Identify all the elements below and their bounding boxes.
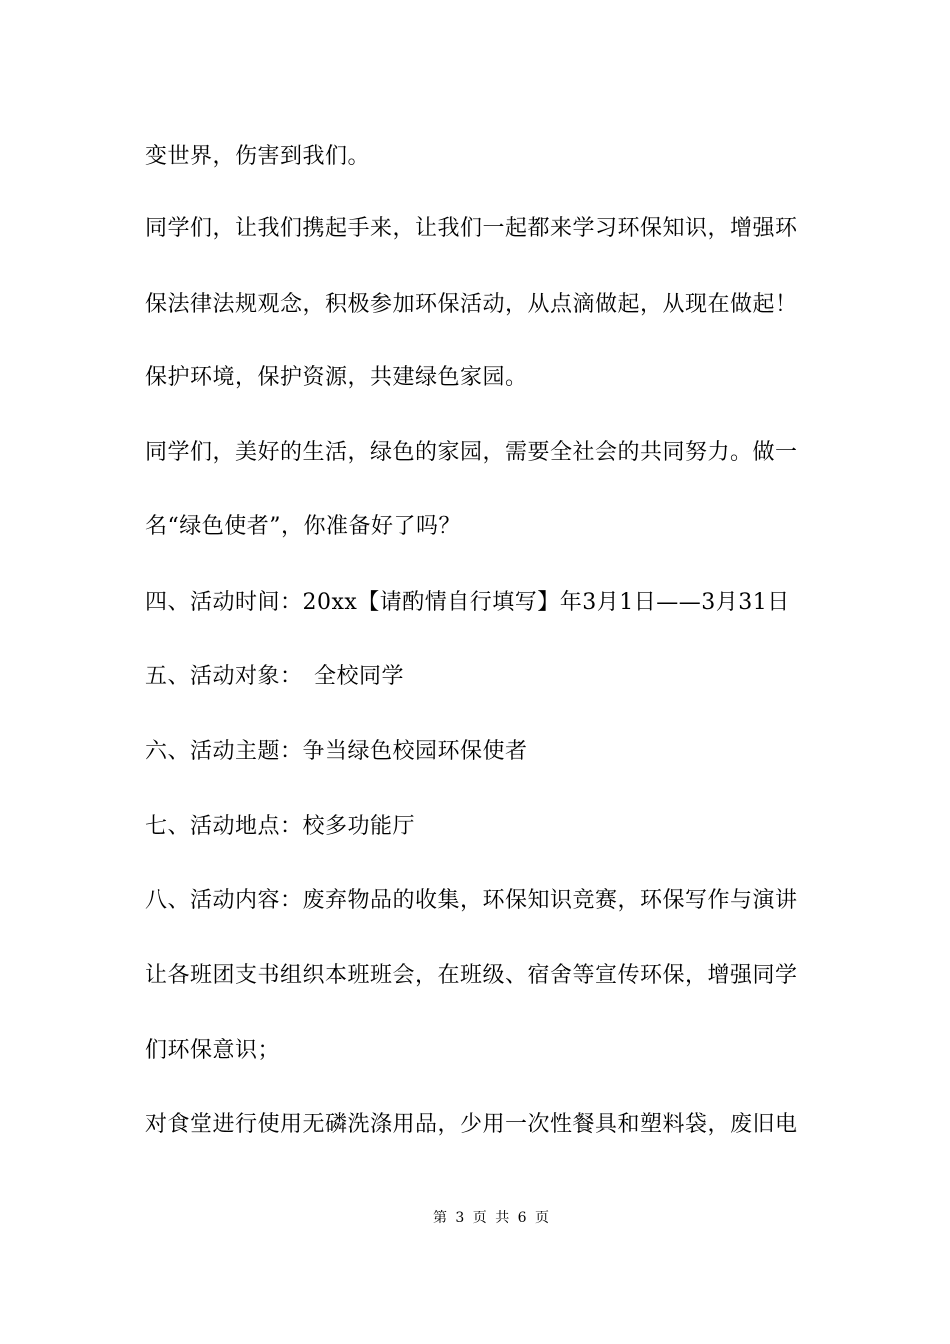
paragraph-line: 六、活动主题：争当绿色校园环保使者	[145, 739, 528, 764]
paragraph-line: 七、活动地点：校多功能厅	[145, 814, 416, 839]
paragraph-line: 变世界，伤害到我们。	[145, 144, 371, 169]
paragraph-line: 同学们，美好的生活，绿色的家园，需要全社会的共同努力。做一	[145, 440, 798, 465]
paragraph-line: 八、活动内容：废弃物品的收集，环保知识竞赛，环保写作与演讲	[145, 888, 798, 913]
paragraph-line: 对食堂进行使用无磷洗涤用品，少用一次性餐具和塑料袋，废旧电	[145, 1112, 798, 1137]
paragraph-line: 让各班团支书组织本班班会，在班级、宿舍等宣传环保，增强同学	[145, 963, 798, 988]
paragraph-line: 四、活动时间：20xx【请酌情自行填写】年3月1日——3月31日	[145, 590, 790, 615]
paragraph-line: 保法律法规观念，积极参加环保活动，从点滴做起，从现在做起！	[145, 292, 798, 317]
paragraph-line: 名“绿色使者”，你准备好了吗？	[145, 514, 461, 539]
paragraph-line: 保护环境，保护资源，共建绿色家园。	[145, 365, 528, 390]
paragraph-line: 五、活动对象： 全校同学	[145, 664, 405, 689]
paragraph-line: 们环保意识；	[145, 1038, 281, 1063]
paragraph-line: 同学们，让我们携起手来，让我们一起都来学习环保知识，增强环	[145, 216, 798, 241]
page-number-footer: 第 3 页 共 6 页	[432, 1210, 552, 1226]
